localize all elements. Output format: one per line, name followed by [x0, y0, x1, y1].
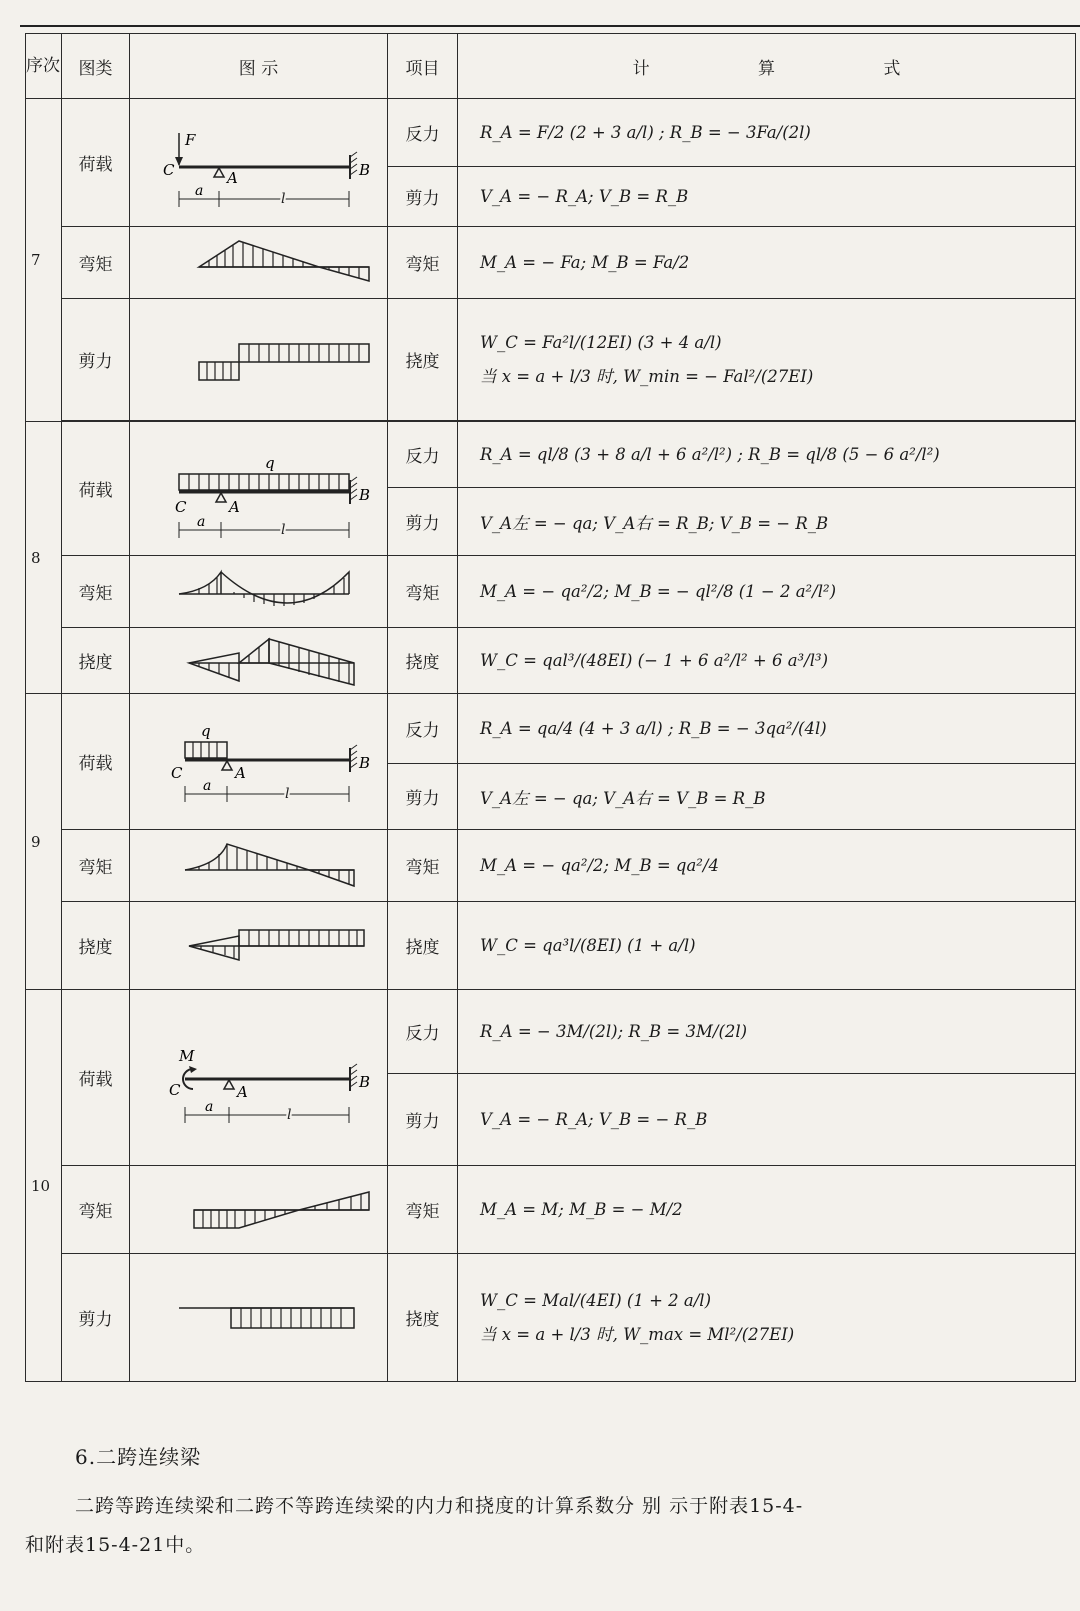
item-label: 反力 [388, 694, 458, 764]
moment-diagram [130, 830, 388, 902]
table-row [26, 227, 1076, 299]
header-calc-2: 算 [758, 58, 775, 79]
dim-l-label: l [280, 521, 285, 538]
formula: W_C = qa³l/(8EI) (1 + a/l) [458, 902, 1076, 990]
item-label: 剪力 [388, 488, 458, 556]
point-c-label: C [170, 763, 182, 782]
formula: V_A左 = − qa; V_A右 = R_B; V_B = − R_B [458, 488, 1076, 556]
load-label: F [184, 130, 195, 149]
point-b-label: B [358, 1072, 370, 1091]
moment-diagram-svg [139, 562, 379, 622]
header-calc-1: 计 [632, 58, 650, 79]
moment-diagram [130, 227, 388, 299]
section-title: 6.二跨连续梁 [75, 1445, 202, 1469]
formula: V_A = − R_A; V_B = − R_B [458, 1074, 1076, 1166]
beam-formula-table [25, 33, 1076, 1382]
item-label: 弯矩 [388, 227, 458, 299]
kind-label: 弯矩 [62, 227, 130, 299]
load-label: q [200, 721, 211, 740]
load-diagram-svg [139, 430, 379, 548]
table-row [26, 1254, 1076, 1382]
support-a-label: A [236, 1082, 248, 1101]
table-row [26, 628, 1076, 694]
table-row [26, 556, 1076, 628]
item-label: 剪力 [388, 167, 458, 227]
item-label: 剪力 [388, 1074, 458, 1166]
kind-label: 荷载 [62, 99, 130, 227]
header-calc [458, 34, 1076, 99]
formula: M_A = M; M_B = − M/2 [458, 1166, 1076, 1254]
point-c-label: C [162, 160, 174, 179]
table-row [26, 422, 1076, 488]
formula: W_C = Fa²l/(12EI) (3 + 4 a/l) [480, 332, 722, 352]
formula: 当 x = a + l/3 时, W_min = − Fal²/(27EI) [480, 366, 814, 386]
formula: V_A = − R_A; V_B = R_B [458, 167, 1076, 227]
point-b-label: B [358, 160, 370, 179]
shear-diagram-svg [139, 1288, 379, 1348]
formula-cell [458, 299, 1076, 421]
header-seq: 序次 [26, 34, 62, 99]
item-label: 弯矩 [388, 1166, 458, 1254]
load-diagram-svg [139, 702, 379, 822]
kind-label: 挠度 [62, 628, 130, 694]
formula: M_A = − qa²/2; M_B = − ql²/8 (1 − 2 a²/l²) [458, 556, 1076, 628]
case-number: 9 [26, 694, 62, 990]
table-row [26, 902, 1076, 990]
moment-diagram-svg [139, 836, 379, 896]
top-rule [20, 25, 1080, 27]
item-label: 挠度 [388, 902, 458, 990]
kind-label: 弯矩 [62, 830, 130, 902]
load-diagram [130, 990, 388, 1166]
table-row [26, 99, 1076, 167]
dim-a-label: a [202, 777, 211, 794]
shear-diagram [130, 299, 388, 421]
kind-label: 剪力 [62, 299, 130, 421]
formula: V_A左 = − qa; V_A右 = V_B = R_B [458, 764, 1076, 830]
formula: R_A = ql/8 (3 + 8 a/l + 6 a²/l²) ; R_B = ql/8 (5 − 6 a²/l²) [458, 422, 1076, 488]
case-number: 8 [26, 422, 62, 694]
load-diagram [130, 422, 388, 556]
paragraph-line-2: 和附表15-4-21中。 [25, 1534, 206, 1556]
moment-diagram-svg [139, 1180, 379, 1240]
shear-diagram [130, 1254, 388, 1382]
table-row [26, 1166, 1076, 1254]
load-diagram-svg [139, 103, 379, 223]
header-calc-3: 式 [883, 58, 901, 79]
formula: M_A = − qa²/2; M_B = qa²/4 [458, 830, 1076, 902]
item-label: 弯矩 [388, 556, 458, 628]
point-c-label: C [168, 1080, 180, 1099]
deflection-diagram-svg [139, 916, 379, 976]
moment-diagram [130, 556, 388, 628]
header-kind: 图类 [62, 34, 130, 99]
deflection-diagram [130, 902, 388, 990]
kind-label: 荷载 [62, 694, 130, 830]
item-label: 弯矩 [388, 830, 458, 902]
load-diagram-svg [139, 1003, 379, 1153]
dim-a-label: a [194, 182, 203, 199]
item-label: 剪力 [388, 764, 458, 830]
kind-label: 挠度 [62, 902, 130, 990]
load-label: M [178, 1046, 194, 1065]
formula: 当 x = a + l/3 时, W_max = Ml²/(27EI) [480, 1324, 795, 1344]
item-label: 挠度 [388, 299, 458, 421]
support-a-label: A [226, 168, 238, 187]
load-diagram [130, 99, 388, 227]
table-row [26, 694, 1076, 764]
header-item: 项目 [388, 34, 458, 99]
kind-label: 荷载 [62, 990, 130, 1166]
table-row [26, 990, 1076, 1074]
point-c-label: C [174, 497, 186, 516]
load-label: q [264, 453, 275, 472]
dim-l-label: l [286, 1106, 291, 1123]
header-figure: 图 示 [130, 34, 388, 99]
formula: R_A = − 3M/(2l); R_B = 3M/(2l) [458, 990, 1076, 1074]
kind-label: 弯矩 [62, 1166, 130, 1254]
formula-cell [458, 1254, 1076, 1382]
formula: R_A = F/2 (2 + 3 a/l) ; R_B = − 3Fa/(2l) [458, 99, 1076, 167]
item-label: 反力 [388, 422, 458, 488]
support-a-label: A [234, 763, 246, 782]
item-label: 反力 [388, 990, 458, 1074]
deflection-diagram [130, 628, 388, 694]
formula: M_A = − Fa; M_B = Fa/2 [458, 227, 1076, 299]
moment-diagram-svg [139, 233, 379, 293]
moment-diagram [130, 1166, 388, 1254]
table-row [26, 830, 1076, 902]
case-number: 7 [26, 99, 62, 422]
item-label: 挠度 [388, 628, 458, 694]
dim-l-label: l [280, 190, 285, 207]
shear-diagram-svg [139, 330, 379, 390]
support-a-label: A [228, 497, 240, 516]
paragraph-line-1: 二跨等跨连续梁和二跨不等跨连续梁的内力和挠度的计算系数分 别 示于附表15-4- [75, 1495, 804, 1517]
kind-label: 荷载 [62, 422, 130, 556]
formula: W_C = Mal/(4EI) (1 + 2 a/l) [480, 1290, 711, 1310]
formula: W_C = qal³/(48EI) (− 1 + 6 a²/l² + 6 a³/l³) [458, 628, 1076, 694]
case-number: 10 [26, 990, 62, 1382]
kind-label: 弯矩 [62, 556, 130, 628]
point-b-label: B [358, 485, 370, 504]
deflection-diagram-svg [139, 631, 379, 691]
item-label: 挠度 [388, 1254, 458, 1382]
dim-a-label: a [196, 513, 205, 530]
table-row [26, 299, 1076, 421]
item-label: 反力 [388, 99, 458, 167]
dim-a-label: a [204, 1098, 213, 1115]
load-diagram [130, 694, 388, 830]
table-header-row [26, 34, 1076, 99]
formula: R_A = qa/4 (4 + 3 a/l) ; R_B = − 3qa²/(4l) [458, 694, 1076, 764]
dim-l-label: l [284, 785, 289, 802]
point-b-label: B [358, 753, 370, 772]
kind-label: 剪力 [62, 1254, 130, 1382]
